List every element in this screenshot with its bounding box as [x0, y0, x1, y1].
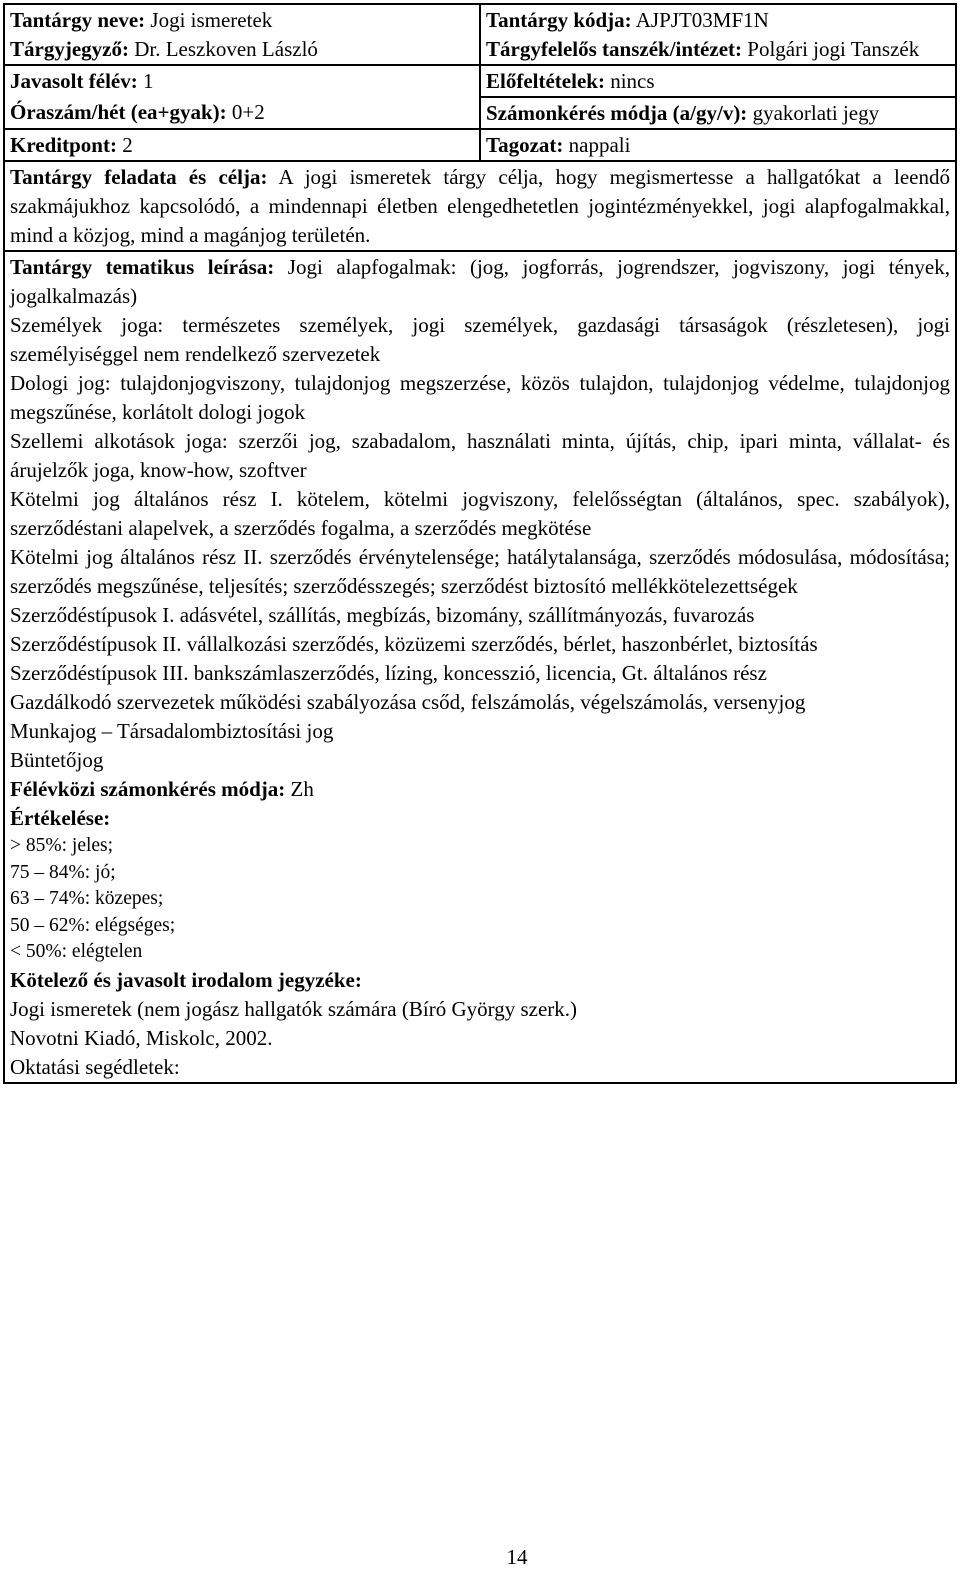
department: Polgári jogi Tanszék: [747, 37, 920, 61]
exam-type: gyakorlati jegy: [752, 101, 880, 125]
assessment-value: Zh: [290, 777, 314, 801]
instructor-label: Tárgyjegyző:: [10, 37, 129, 61]
hours: 0+2: [231, 100, 265, 124]
hours-cell: [4, 97, 480, 129]
grading-label: Értékelése:: [10, 806, 111, 830]
topic-item: Kötelmi jog általános rész I. kötelem, kötelmi jogviszony, felelősségtan (általános, spec. szabályok), szerződéstani alapelvek, a szerződés fogalma, a szerződés megkötése: [10, 487, 950, 540]
credits: 2: [122, 133, 133, 157]
grade-item: 63 – 74%: közepes;: [10, 888, 164, 909]
topics-label: Tantárgy tematikus leírása:: [10, 255, 275, 279]
topic-item: Szerződéstípusok I. adásvétel, szállítás, megbízás, bizomány, szállítmányozás, fuvarozás: [10, 603, 755, 627]
mode-label: Tagozat:: [486, 133, 564, 157]
literature-label: Kötelező és javasolt irodalom jegyzéke:: [10, 967, 362, 992]
prerequisites-label: Előfeltételek:: [486, 69, 605, 93]
topic-item: Munkajog – Társadalombiztosítási jog: [10, 719, 334, 743]
aids-label: Oktatási segédletek:: [10, 1054, 180, 1079]
goal-text: A jogi ismeretek tárgy célja, hogy megismertesse a hallgatókat a leendő szakmájukhoz kapcsolódó, a mindennapi életben elengedhetetlen jogintézményekkel, jogi alapfogalmakkal, mind a közjog, mind a magánjog területén.: [10, 165, 950, 247]
topic-item: Szerződéstípusok III. bankszámlaszerződés, lízing, koncesszió, licencia, Gt. általános rész: [10, 661, 767, 685]
exam-type-cell: [480, 97, 956, 129]
subject-code-label: Tantárgy kódja:: [486, 8, 632, 32]
topic-item: Büntetőjog: [10, 748, 104, 772]
grade-item: 75 – 84%: jó;: [10, 861, 116, 883]
assessment-label: Félévközi számonkérés módja:: [10, 777, 286, 801]
topics-first-line: Jogi alapfogalmak: (jog, jogforrás, jogrendszer, jogviszony, jogi tények, jogalkalmazás): [10, 255, 951, 308]
topic-item: Kötelmi jog általános rész II. szerződés érvénytelensége; hatálytalansága, szerződés módosulása, módosítása; szerződés megszűnése, teljesítés; szerződésszegés; szerződést biztosító mellékkötelezettségek: [10, 545, 950, 598]
semester-label: Javasolt félév:: [10, 69, 138, 93]
goal-label: Tantárgy feladata és célja:: [10, 165, 268, 189]
prerequisites-cell: [480, 65, 956, 97]
exam-type-label: Számonkérés módja (a/gy/v):: [486, 101, 748, 125]
grade-item: > 85%: jeles;: [10, 835, 114, 856]
prerequisites: nincs: [610, 69, 655, 93]
semester: 1: [142, 69, 154, 93]
mode-cell: [480, 129, 956, 161]
details-cell: [4, 251, 956, 1083]
instructor: Dr. Leszkoven László: [134, 37, 318, 61]
subject-name-cell: [4, 4, 480, 65]
page-number: 14: [506, 1545, 528, 1569]
credits-cell: [4, 129, 480, 161]
topic-item: Szerződéstípusok II. vállalkozási szerződés, közüzemi szerződés, bérlet, haszonbérlet, biztosítás: [10, 632, 818, 656]
literature-item: Novotni Kiadó, Miskolc, 2002.: [10, 1025, 273, 1050]
subject-code-cell: [480, 4, 956, 65]
topic-item: Dologi jog: tulajdonjogviszony, tulajdonjog megszerzése, közös tulajdon, tulajdonjog védelme, tulajdonjog megszűnése, korlátolt dologi jogok: [10, 371, 950, 424]
topic-item: Gazdálkodó szervezetek működési szabályozása csőd, felszámolás, végelszámolás, versenyjog: [10, 690, 806, 714]
department-label: Tárgyfelelős tanszék/intézet:: [486, 37, 743, 61]
semester-cell: [4, 65, 480, 97]
grade-item: 50 – 62%: elégséges;: [10, 914, 176, 936]
topic-item: Személyek joga: természetes személyek, jogi személyek, gazdasági társaságok (részletesen), jogi személyiséggel nem rendelkező szervezetek: [10, 313, 950, 366]
subject-name-label: Tantárgy neve:: [10, 8, 146, 32]
goal-cell: [4, 161, 956, 251]
topic-item: Szellemi alkotások joga: szerzői jog, szabadalom, használati minta, újítás, chip, ipari minta, vállalat- és árujelzők joga, know-how, szoftver: [10, 429, 950, 482]
course-table: [3, 3, 957, 1084]
mode: nappali: [568, 133, 631, 157]
course-sheet: [3, 3, 955, 1084]
credits-label: Kreditpont:: [10, 133, 117, 157]
literature-item: Jogi ismeretek (nem jogász hallgatók számára (Bíró György szerk.): [10, 996, 578, 1021]
hours-label: Óraszám/hét (ea+gyak):: [10, 100, 227, 124]
subject-name: Jogi ismeretek: [150, 8, 273, 32]
grade-item: < 50%: elégtelen: [10, 941, 143, 962]
subject-code: AJPJT03MF1N: [635, 8, 769, 32]
